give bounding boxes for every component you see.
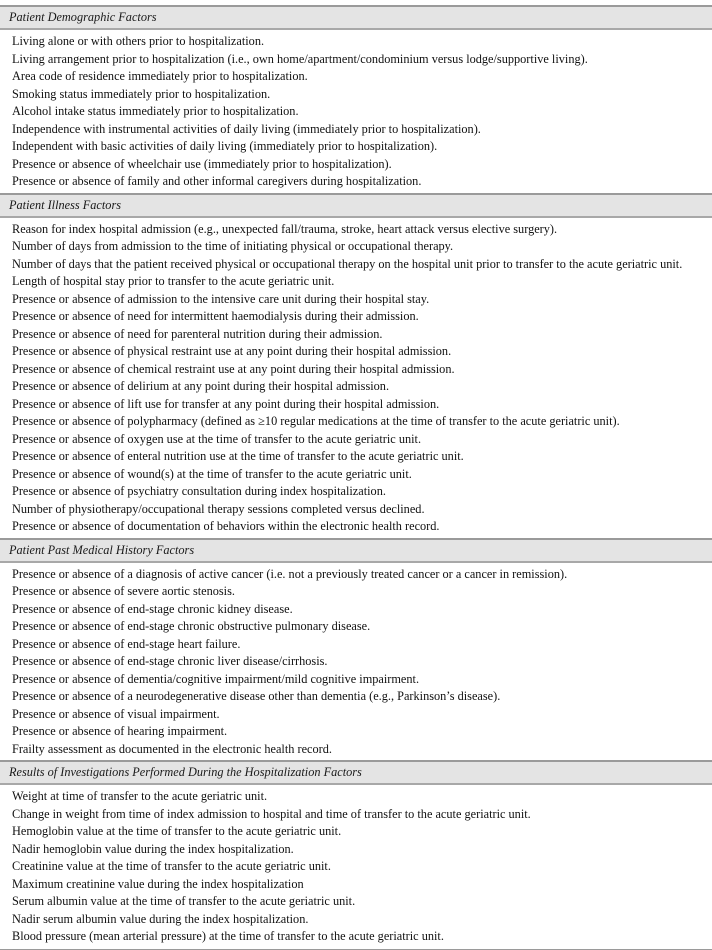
list-item: Independence with instrumental activities of daily living (immediately prior to hospitalization). <box>12 121 481 136</box>
list-item: Presence or absence of delirium at any point during their hospital admission. <box>12 379 390 393</box>
list-item: Alcohol intake status immediately prior to hospitalization. <box>12 104 299 118</box>
section-header: Results of Investigations Performed During the Hospitalization Factors <box>0 760 712 785</box>
list-item: Presence or absence of enteral nutrition use at the time of transfer to the acute geriatric unit. <box>12 449 464 463</box>
list-item: Living alone or with others prior to hospitalization. <box>12 34 265 48</box>
section-header: Patient Past Medical History Factors <box>0 538 712 563</box>
list-item: Presence or absence of end-stage chronic kidney disease. <box>12 601 293 616</box>
list-item: Presence or absence of need for parenteral nutrition during their admission. <box>12 326 383 341</box>
list-item: Presence or absence of end-stage heart failure. <box>12 636 241 651</box>
list-item: Presence or absence of end-stage chronic obstructive pulmonary disease. <box>12 619 371 633</box>
list-item: Presence or absence of wound(s) at the time of transfer to the acute geriatric unit. <box>12 466 412 481</box>
list-item: Presence or absence of need for intermittent haemodialysis during their admission. <box>12 309 419 323</box>
list-item: Presence or absence of oxygen use at the time of transfer to the acute geriatric unit. <box>12 431 422 446</box>
list-item: Presence or absence of hearing impairment. <box>12 724 228 738</box>
list-item: Length of hospital stay prior to transfer to the acute geriatric unit. <box>12 274 335 288</box>
list-item: Maximum creatinine value during the index hospitalization <box>12 876 304 891</box>
list-item: Hemoglobin value at the time of transfer to the acute geriatric unit. <box>12 824 342 838</box>
list-item: Blood pressure (mean arterial pressure) at the time of transfer to the acute geriatric unit. <box>12 929 444 943</box>
section-body <box>0 563 712 761</box>
table-bottom-rule <box>0 949 712 950</box>
list-item: Presence or absence of polypharmacy (defined as ≥10 regular medications at the time of transfer to the acute geriatric unit). <box>12 414 620 428</box>
list-item: Presence or absence of lift use for transfer at any point during their hospital admission. <box>12 396 440 411</box>
list-item: Weight at time of transfer to the acute geriatric unit. <box>12 789 268 803</box>
list-item: Nadir serum albumin value during the index hospitalization. <box>12 911 309 926</box>
list-item: Reason for index hospital admission (e.g., unexpected fall/trauma, stroke, heart attack versus elective surgery). <box>12 221 558 236</box>
list-item: Independent with basic activities of daily living (immediately prior to hospitalization). <box>12 139 438 153</box>
list-item: Presence or absence of a diagnosis of active cancer (i.e. not a previously treated cancer or a cancer in remission). <box>12 566 568 581</box>
list-item: Presence or absence of end-stage chronic liver disease/cirrhosis. <box>12 654 328 668</box>
section-body <box>0 30 712 193</box>
list-item: Presence or absence of family and other informal caregivers during hospitalization. <box>12 174 422 188</box>
list-item: Presence or absence of physical restraint use at any point during their hospital admission. <box>12 344 452 358</box>
list-item: Living arrangement prior to hospitalization (i.e., own home/apartment/condominium versus lodge/supportive living). <box>12 51 588 66</box>
section-body <box>0 218 712 538</box>
list-item: Number of days from admission to the time of initiating physical or occupational therapy. <box>12 239 454 253</box>
list-item: Presence or absence of a neurodegenerative disease other than dementia (e.g., Parkinson’s disease). <box>12 689 501 703</box>
list-item: Nadir hemoglobin value during the index hospitalization. <box>12 841 294 856</box>
list-item: Change in weight from time of index admission to hospital and time of transfer to the acute geriatric unit. <box>12 806 531 821</box>
list-item: Presence or absence of admission to the intensive care unit during their hospital stay. <box>12 291 430 306</box>
section-patient-demographic-factors <box>0 5 712 193</box>
section-header: Patient Illness Factors <box>0 193 712 218</box>
section-past-medical-history-factors <box>0 538 712 761</box>
list-item: Presence or absence of visual impairment. <box>12 706 220 721</box>
list-item: Presence or absence of dementia/cognitive impairment/mild cognitive impairment. <box>12 671 420 686</box>
list-item: Area code of residence immediately prior to hospitalization. <box>12 69 308 83</box>
list-item: Frailty assessment as documented in the electronic health record. <box>12 741 332 756</box>
list-item: Presence or absence of psychiatry consultation during index hospitalization. <box>12 484 386 498</box>
section-investigation-results-factors <box>0 760 712 948</box>
list-item: Creatinine value at the time of transfer to the acute geriatric unit. <box>12 859 331 873</box>
list-item: Smoking status immediately prior to hospitalization. <box>12 86 271 101</box>
list-item: Serum albumin value at the time of transfer to the acute geriatric unit. <box>12 894 356 908</box>
section-body <box>0 785 712 948</box>
section-header: Patient Demographic Factors <box>0 5 712 30</box>
list-item: Presence or absence of documentation of behaviors within the electronic health record. <box>12 519 440 533</box>
list-item: Presence or absence of wheelchair use (immediately prior to hospitalization). <box>12 156 392 171</box>
list-item: Presence or absence of chemical restraint use at any point during their hospital admission. <box>12 361 455 376</box>
section-patient-illness-factors <box>0 193 712 538</box>
list-item: Number of days that the patient received physical or occupational therapy on the hospital unit prior to transfer to the acute geriatric unit. <box>12 256 683 271</box>
list-item: Number of physiotherapy/occupational therapy sessions completed versus declined. <box>12 501 425 516</box>
list-item: Presence or absence of severe aortic stenosis. <box>12 584 235 598</box>
